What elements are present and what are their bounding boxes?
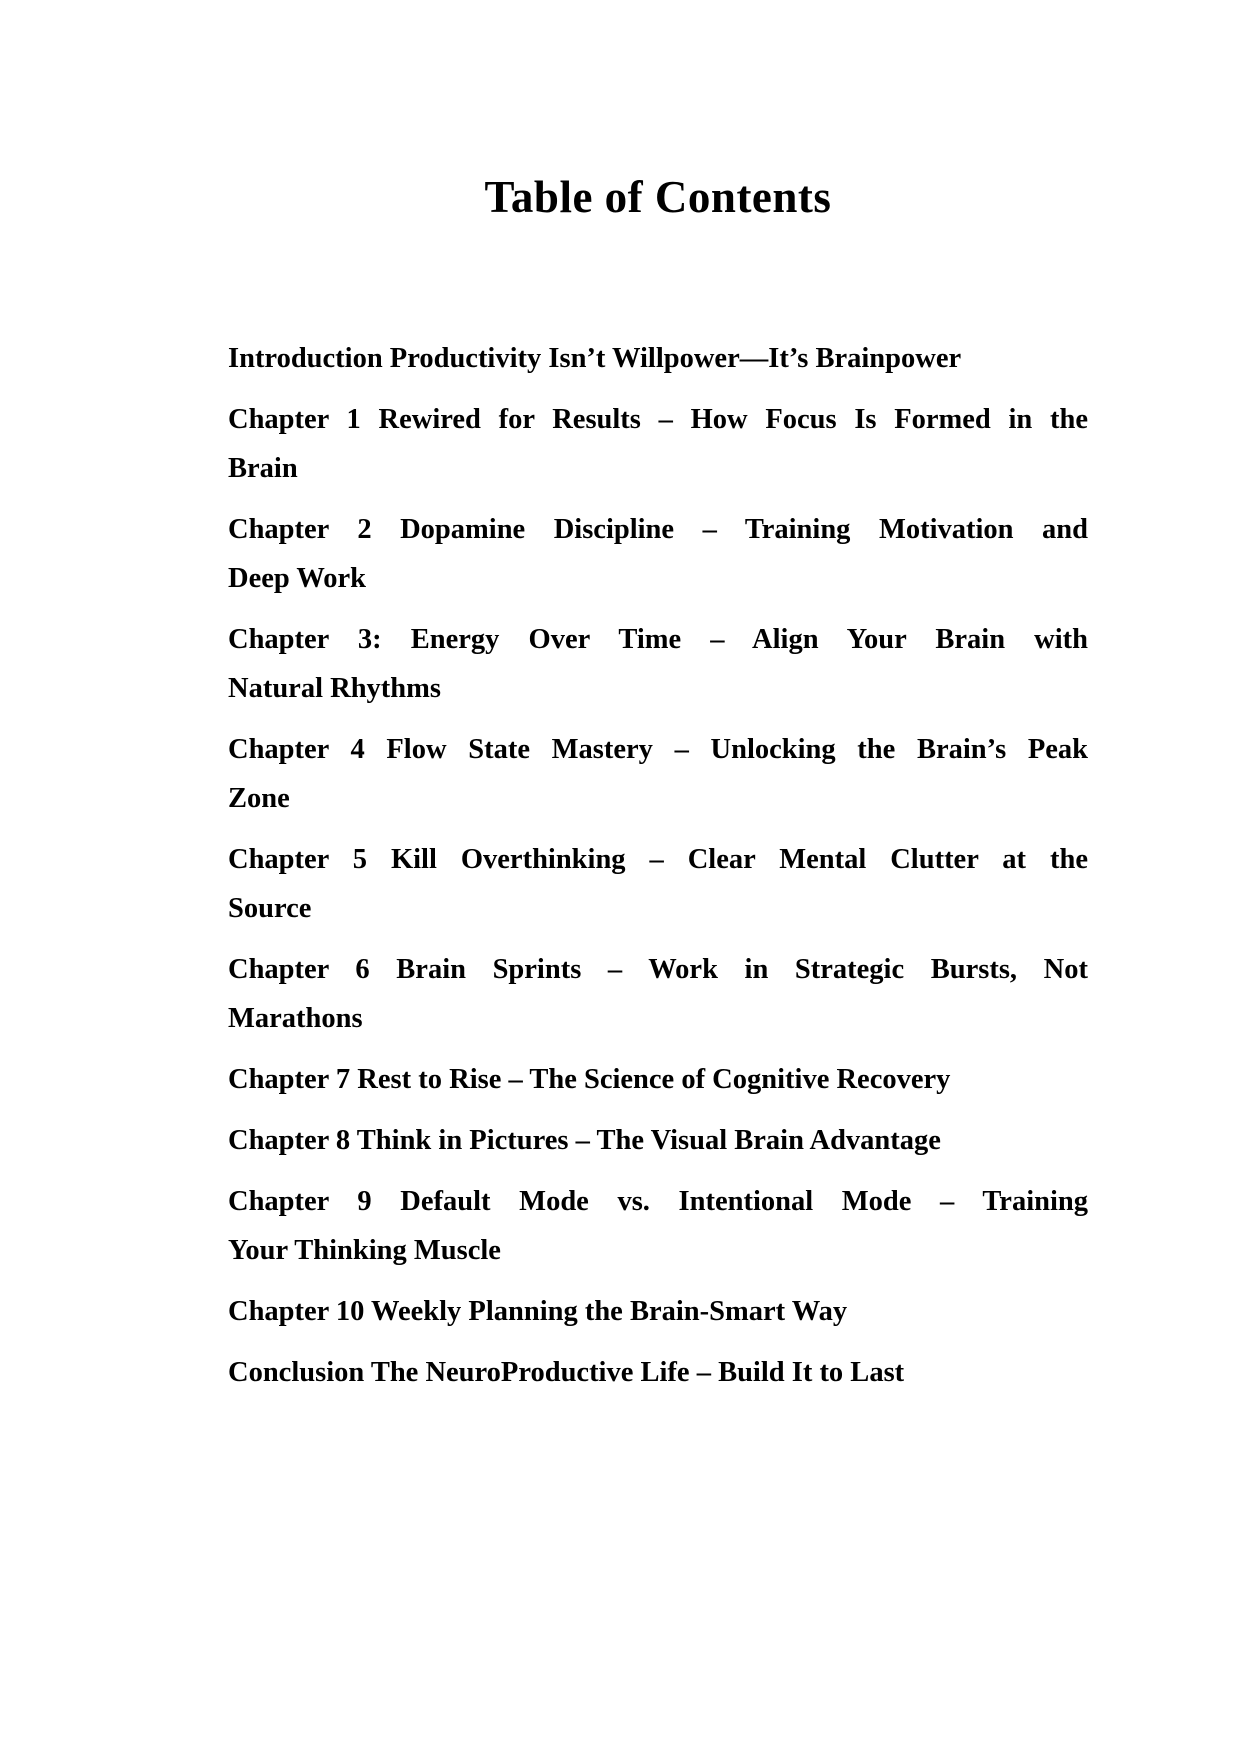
toc-entry-line: Chapter 2 Dopamine Discipline – Training Motivation and xyxy=(228,514,1088,545)
toc-entry-line: Chapter 3: Energy Over Time – Align Your Brain with xyxy=(228,624,1088,655)
toc-entry-line: Natural Rhythms xyxy=(228,673,441,704)
toc-entry-line: Chapter 6 Brain Sprints – Work in Strategic Bursts, Not xyxy=(228,954,1088,985)
toc-entry-line: Chapter 10 Weekly Planning the Brain-Smart Way xyxy=(228,1296,848,1327)
toc-entry xyxy=(228,1287,1088,1336)
toc-entry-line: Marathons xyxy=(228,1003,363,1034)
toc-entry-line: Chapter 7 Rest to Rise – The Science of Cognitive Recovery xyxy=(228,1064,951,1095)
toc-entry-line: Source xyxy=(228,893,312,924)
toc-entry-line: Your Thinking Muscle xyxy=(228,1235,501,1266)
toc-entry-line: Chapter 8 Think in Pictures – The Visual Brain Advantage xyxy=(228,1125,941,1156)
toc-entry-line: Conclusion The NeuroProductive Life – Build It to Last xyxy=(228,1357,905,1388)
toc-entry xyxy=(228,615,1088,713)
toc-entry xyxy=(228,725,1088,823)
toc-entry xyxy=(228,1177,1088,1275)
toc-entry xyxy=(228,334,1088,383)
toc-entry xyxy=(228,505,1088,603)
toc-entry-line: Chapter 9 Default Mode vs. Intentional Mode – Training xyxy=(228,1186,1088,1217)
toc-entry-line: Zone xyxy=(228,783,290,814)
toc-entry-line: Chapter 5 Kill Overthinking – Clear Mental Clutter at the xyxy=(228,844,1088,875)
toc-entry-line: Chapter 4 Flow State Mastery – Unlocking the Brain’s Peak xyxy=(228,734,1088,765)
toc-entry xyxy=(228,1348,1088,1397)
toc-entry-line: Chapter 1 Rewired for Results – How Focus Is Formed in the xyxy=(228,404,1088,435)
toc-entry-line: Deep Work xyxy=(228,563,367,594)
toc-entry-line: Introduction Productivity Isn’t Willpower—It’s Brainpower xyxy=(228,343,962,374)
page-title: Table of Contents xyxy=(484,172,832,222)
toc-entry xyxy=(228,835,1088,933)
toc-list xyxy=(228,334,1088,1397)
toc-entry-line: Brain xyxy=(228,453,298,484)
toc-entry xyxy=(228,1116,1088,1165)
toc-entry xyxy=(228,395,1088,493)
toc-entry xyxy=(228,945,1088,1043)
toc-entry xyxy=(228,1055,1088,1104)
